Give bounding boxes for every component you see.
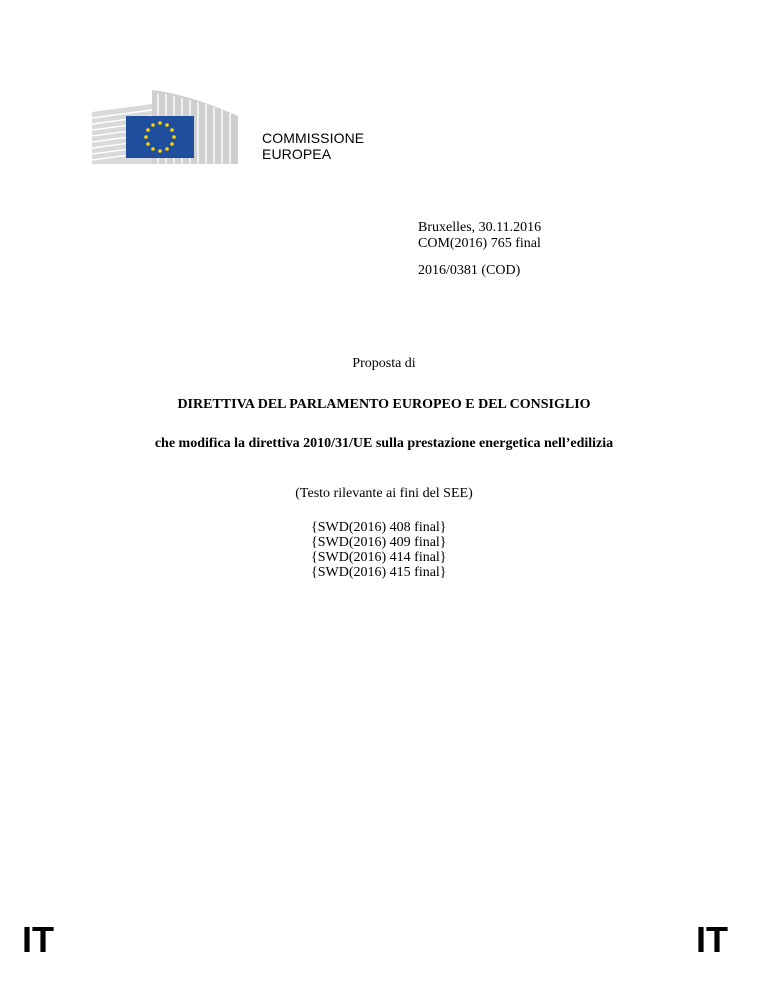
language-code-right: IT xyxy=(696,919,728,960)
swd-reference: {SWD(2016) 408 final} xyxy=(311,520,447,535)
proposal-label: Proposta di xyxy=(352,356,416,371)
document-reference xyxy=(418,220,541,279)
institution-name-line1: COMMISSIONE xyxy=(262,130,365,146)
institution-name xyxy=(262,130,364,162)
procedure-number: 2016/0381 (COD) xyxy=(418,263,521,278)
com-number: COM(2016) 765 final xyxy=(418,236,541,251)
document-subtitle: che modifica la direttiva 2010/31/UE sulla prestazione energetica nell’edilizia xyxy=(154,436,614,451)
swd-reference: {SWD(2016) 414 final} xyxy=(311,550,447,565)
european-commission-logo-icon xyxy=(88,86,288,166)
language-code-left: IT xyxy=(22,919,54,960)
institution-name-line2: EUROPEA xyxy=(262,146,332,162)
swd-reference: {SWD(2016) 409 final} xyxy=(311,535,447,550)
document-title: DIRETTIVA DEL PARLAMENTO EUROPEO E DEL CONSIGLIO xyxy=(177,397,591,412)
place-date: Bruxelles, 30.11.2016 xyxy=(418,220,542,235)
eea-relevance: (Testo rilevante ai fini del SEE) xyxy=(295,486,473,501)
swd-reference-list xyxy=(311,520,447,580)
swd-reference: {SWD(2016) 415 final} xyxy=(311,565,447,580)
